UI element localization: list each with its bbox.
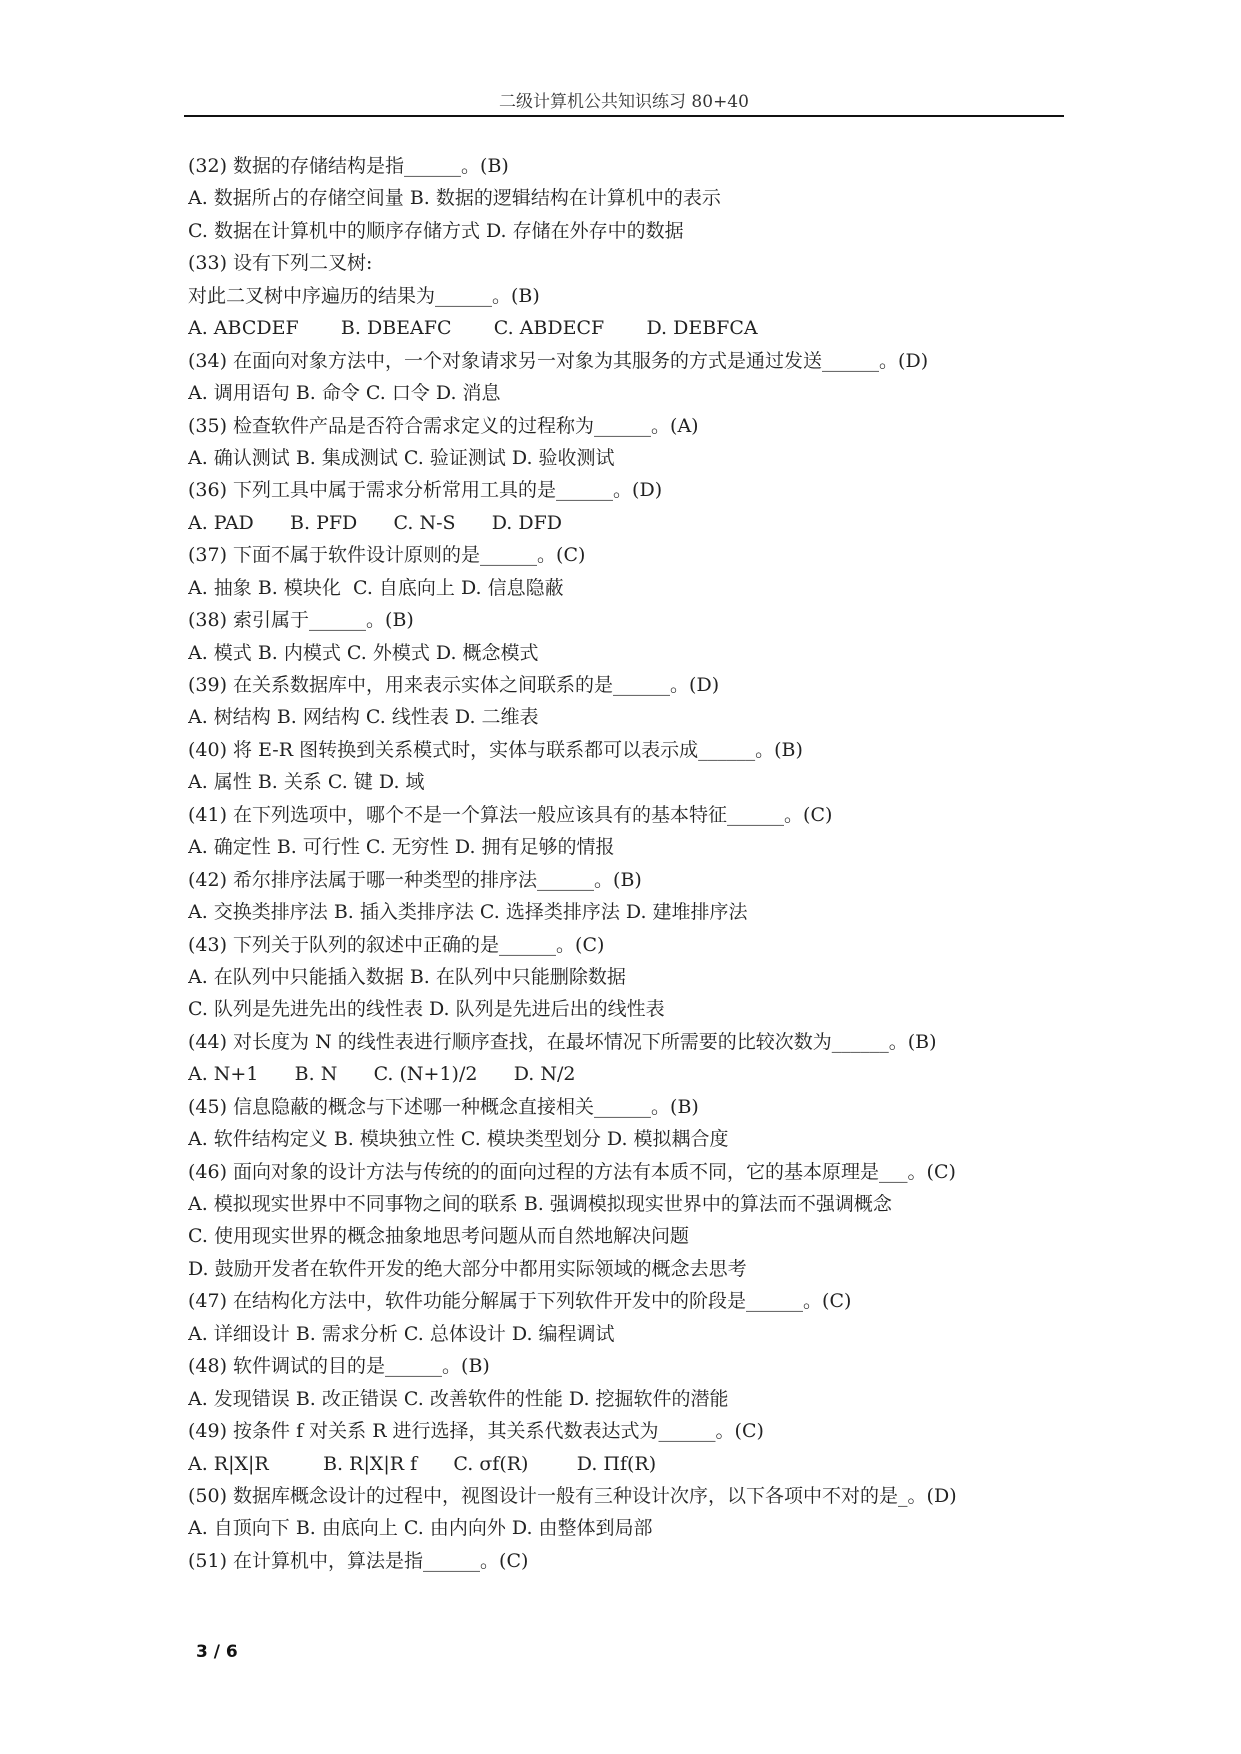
page-header-title: 二级计算机公共知识练习 80+40 — [499, 92, 749, 112]
text-line: A. 发现错误 B. 改正错误 C. 改善软件的性能 D. 挖掘软件的潜能 — [188, 1387, 729, 1410]
text-line: A. N+1 B. N C. (N+1)/2 D. N/2 — [188, 1063, 576, 1086]
text-line: A. 数据所占的存储空间量 B. 数据的逻辑结构在计算机中的表示 — [188, 187, 721, 210]
text-line: (40) 将 E-R 图转换到关系模式时，实体与联系都可以表示成______。(B) — [188, 738, 803, 761]
text-line: (42) 希尔排序法属于哪一种类型的排序法______。(B) — [188, 868, 642, 891]
text-line: (50) 数据库概念设计的过程中，视图设计一般有三种设计次序，以下各项中不对的是_。(D) — [188, 1484, 957, 1507]
text-line: (34) 在面向对象方法中，一个对象请求另一对象为其服务的方式是通过发送______。(D) — [188, 349, 929, 372]
text-line: A. 交换类排序法 B. 插入类排序法 C. 选择类排序法 D. 建堆排序法 — [188, 901, 748, 924]
text-line: (43) 下列关于队列的叙述中正确的是______。(C) — [188, 933, 605, 956]
header-divider — [184, 115, 1064, 117]
text-line: (39) 在关系数据库中，用来表示实体之间联系的是______。(D) — [188, 674, 720, 696]
text-line: A. PAD B. PFD C. N-S D. DFD — [188, 511, 563, 534]
text-line: A. 调用语句 B. 命令 C. 口令 D. 消息 — [188, 382, 501, 405]
text-line: D. 鼓励开发者在软件开发的绝大部分中都用实际领域的概念去思考 — [188, 1257, 747, 1280]
text-line: A. 详细设计 B. 需求分析 C. 总体设计 D. 编程调试 — [188, 1322, 615, 1345]
text-line: A. 确认测试 B. 集成测试 C. 验证测试 D. 验收测试 — [188, 446, 615, 469]
text-line: C. 数据在计算机中的顺序存储方式 D. 存储在外存中的数据 — [188, 219, 684, 242]
text-line: A. 树结构 B. 网结构 C. 线性表 D. 二维表 — [188, 706, 539, 729]
text-line: A. ABCDEF B. DBEAFC C. ABDECF D. DEBFCA — [188, 317, 758, 340]
text-line: A. 模拟现实世界中不同事物之间的联系 B. 强调模拟现实世界中的算法而不强调概念 — [188, 1193, 892, 1215]
text-line: A. 在队列中只能插入数据 B. 在队列中只能删除数据 — [188, 965, 626, 988]
text-line: 对此二叉树中序遍历的结果为______。(B) — [188, 284, 540, 307]
text-line: (32) 数据的存储结构是指______。(B) — [188, 155, 509, 177]
text-line: A. 自顶向下 B. 由底向上 C. 由内向外 D. 由整体到局部 — [188, 1517, 653, 1540]
text-line: A. 属性 B. 关系 C. 键 D. 域 — [188, 771, 425, 794]
text-line: (49) 按条件 f 对关系 R 进行选择，其关系代数表达式为______。(C) — [188, 1420, 764, 1443]
text-line: (36) 下列工具中属于需求分析常用工具的是______。(D) — [188, 479, 663, 502]
text-line: C. 使用现实世界的概念抽象地思考问题从而自然地解决问题 — [188, 1225, 689, 1248]
text-line: A. 软件结构定义 B. 模块独立性 C. 模块类型划分 D. 模拟耦合度 — [188, 1128, 729, 1151]
text-line: (33) 设有下列二叉树: — [188, 252, 373, 275]
text-line: (46) 面向对象的设计方法与传统的的面向过程的方法有本质不同，它的基本原理是___。(C) — [188, 1160, 956, 1183]
text-line: (45) 信息隐蔽的概念与下述哪一种概念直接相关______。(B) — [188, 1095, 699, 1118]
text-line: C. 队列是先进先出的线性表 D. 队列是先进后出的线性表 — [188, 998, 665, 1021]
text-line: (47) 在结构化方法中，软件功能分解属于下列软件开发中的阶段是______。(C) — [188, 1290, 852, 1313]
text-line: (37) 下面不属于软件设计原则的是______。(C) — [188, 544, 586, 567]
text-line: (44) 对长度为 N 的线性表进行顺序查找，在最坏情况下所需要的比较次数为______。(B) — [188, 1030, 937, 1053]
text-line: (38) 索引属于______。(B) — [188, 609, 414, 632]
text-line: A. 确定性 B. 可行性 C. 无穷性 D. 拥有足够的情报 — [188, 836, 615, 859]
page-number: 3 / 6 — [196, 1642, 238, 1662]
question-body — [188, 150, 1068, 1577]
text-line: A. 模式 B. 内模式 C. 外模式 D. 概念模式 — [188, 641, 539, 664]
text-line: (51) 在计算机中，算法是指______。(C) — [188, 1549, 529, 1572]
text-line: (35) 检查软件产品是否符合需求定义的过程称为______。(A) — [188, 414, 699, 437]
text-line: A. R|X|R B. R|X|R f C. σf(R) D. Πf(R) — [188, 1452, 657, 1475]
text-line: A. 抽象 B. 模块化 C. 自底向上 D. 信息隐蔽 — [188, 576, 564, 599]
text-line: (48) 软件调试的目的是______。(B) — [188, 1355, 490, 1378]
text-line: (41) 在下列选项中，哪个不是一个算法一般应该具有的基本特征______。(C) — [188, 803, 833, 826]
